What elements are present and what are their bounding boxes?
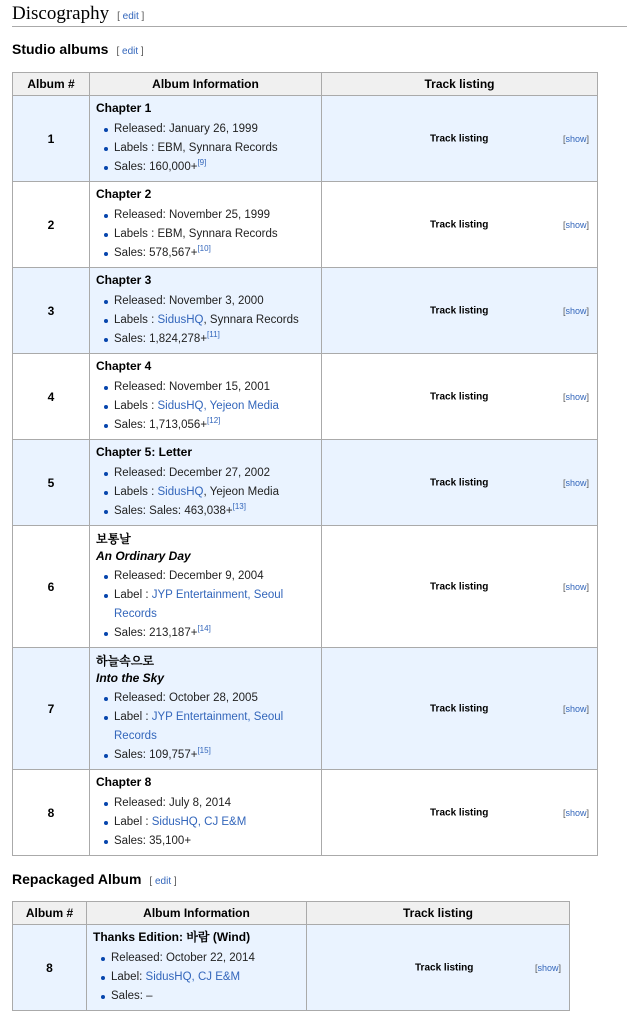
album-details (96, 378, 315, 435)
sales-value: Sales: Sales: 463,038+ (114, 505, 233, 517)
album-row (13, 354, 598, 440)
track-listing-label: Track listing (430, 305, 489, 316)
album-row (13, 648, 598, 770)
album-sales (114, 832, 315, 851)
album-sales (114, 624, 315, 643)
show-link[interactable]: show (565, 305, 587, 316)
album-information-cell (90, 182, 322, 268)
album-subtitle: An Ordinary Day (96, 548, 191, 563)
track-listing-cell (322, 182, 598, 268)
edit-link-wrapper: [ edit ] (149, 876, 177, 887)
album-labels (114, 311, 315, 330)
labels-prefix: Label : (114, 588, 152, 601)
labels-plain: , Yejeon Media (203, 486, 279, 498)
track-listing-cell (322, 354, 598, 440)
labels-plain: EBM, Synnara Records (157, 142, 278, 154)
album-title: Chapter 4 (96, 359, 152, 373)
album-subtitle: Into the Sky (96, 670, 165, 685)
album-information-cell (90, 770, 322, 856)
labels-link[interactable]: SidusHQ, Yejeon Media (157, 400, 279, 412)
citation-link[interactable]: [10] (197, 244, 211, 253)
album-details (96, 120, 315, 177)
album-labels (114, 225, 315, 244)
track-listing-cell (322, 440, 598, 526)
album-number: 4 (13, 354, 90, 440)
show-link[interactable]: show (565, 391, 587, 402)
show-link[interactable]: show (565, 581, 587, 592)
sales-value: Sales: 213,187+ (114, 626, 198, 639)
release-date: Released: July 8, 2014 (114, 794, 315, 813)
sales-value: Sales: 1,713,056+ (114, 419, 208, 431)
track-listing-cell (307, 925, 570, 1011)
album-row (13, 925, 570, 1011)
album-labels (111, 968, 300, 987)
citation-link[interactable]: [13] (232, 502, 246, 511)
header-track-listing: Track listing (322, 73, 598, 96)
track-listing-label: Track listing (430, 133, 489, 144)
release-date: Released: November 25, 1999 (114, 206, 315, 225)
album-row (13, 182, 598, 268)
show-link[interactable]: show (565, 703, 587, 714)
header-track-listing: Track listing (307, 902, 570, 925)
release-date: Released: October 28, 2005 (114, 689, 315, 708)
album-number: 1 (13, 96, 90, 182)
album-row (13, 770, 598, 856)
show-toggle: [show] (562, 219, 589, 230)
labels-prefix: Labels : (114, 228, 158, 240)
labels-prefix: Labels : (114, 400, 158, 412)
track-listing-label: Track listing (430, 581, 489, 592)
discography-edit-link[interactable]: edit (122, 11, 139, 22)
labels-link[interactable]: SidusHQ, CJ E&M (145, 971, 241, 983)
header-album-number: Album # (13, 73, 90, 96)
show-toggle: [show] (562, 305, 589, 316)
album-sales (114, 244, 315, 263)
album-number: 6 (13, 526, 90, 648)
album-title: Chapter 3 (96, 273, 152, 287)
labels-plain: EBM, Synnara Records (157, 228, 278, 240)
album-title: Thanks Edition: 바람 (Wind) (93, 930, 251, 944)
album-title: Chapter 2 (96, 187, 152, 201)
track-listing-label: Track listing (430, 807, 489, 818)
show-toggle: [show] (562, 703, 589, 714)
album-labels (114, 397, 315, 416)
album-details (96, 206, 315, 263)
header-album-information: Album Information (87, 902, 307, 925)
citation-link[interactable]: [9] (197, 158, 207, 167)
sales-value: Sales: – (111, 990, 153, 1002)
labels-prefix: Label : (114, 710, 152, 723)
album-row (13, 526, 598, 648)
album-details (96, 464, 315, 521)
album-title: Chapter 1 (96, 101, 152, 115)
sales-value: Sales: 35,100+ (114, 835, 192, 847)
header-album-number: Album # (13, 902, 87, 925)
track-listing-cell (322, 526, 598, 648)
track-listing-label: Track listing (415, 962, 474, 973)
album-details (93, 949, 300, 1006)
sales-value: Sales: 578,567+ (114, 247, 198, 259)
album-information-cell (90, 354, 322, 440)
album-details (96, 794, 315, 851)
album-details (96, 567, 315, 643)
citation-link[interactable]: [14] (197, 623, 211, 633)
album-information-cell (90, 648, 322, 770)
discography-heading (12, 2, 627, 27)
album-number: 8 (13, 770, 90, 856)
labels-link[interactable]: SidusHQ (157, 314, 204, 326)
album-labels (114, 139, 315, 158)
labels-link[interactable]: JYP Entertainment, Seoul Records (114, 710, 284, 742)
album-title: 보통날 (96, 531, 131, 546)
release-date: Released: January 26, 1999 (114, 120, 315, 139)
track-listing-cell (322, 648, 598, 770)
track-listing-label: Track listing (430, 477, 489, 488)
album-sales (114, 416, 315, 435)
album-details (96, 689, 315, 765)
track-listing-cell (322, 96, 598, 182)
track-listing-label: Track listing (430, 219, 489, 230)
labels-link[interactable]: SidusHQ (157, 486, 204, 498)
edit-link-wrapper: [ edit ] (116, 46, 144, 57)
sales-value: Sales: 160,000+ (114, 161, 198, 173)
track-listing-cell (322, 770, 598, 856)
labels-link[interactable]: SidusHQ, CJ E&M (151, 816, 247, 828)
studio-albums-title: Studio albums (12, 41, 109, 57)
studio-albums-heading (12, 41, 144, 57)
album-labels (114, 813, 315, 832)
release-date: Released: October 22, 2014 (111, 949, 300, 968)
album-row (13, 268, 598, 354)
album-information-cell (90, 96, 322, 182)
show-toggle: [show] (562, 477, 589, 488)
header-album-information: Album Information (90, 73, 322, 96)
labels-prefix: Labels : (114, 314, 158, 326)
album-number: 2 (13, 182, 90, 268)
album-number: 5 (13, 440, 90, 526)
track-listing-cell (322, 268, 598, 354)
album-sales (114, 158, 315, 177)
show-link[interactable]: show (565, 219, 587, 230)
show-link[interactable]: show (565, 133, 587, 144)
track-listing-label: Track listing (430, 703, 489, 714)
studio-albums-edit-link[interactable]: edit (122, 46, 139, 57)
release-date: Released: December 27, 2002 (114, 464, 315, 483)
repackaged-album-table (12, 901, 570, 1011)
album-details (96, 292, 315, 349)
labels-plain: , Synnara Records (203, 314, 299, 326)
album-number: 8 (13, 925, 87, 1011)
album-sales (114, 502, 315, 521)
show-link[interactable]: show (537, 962, 559, 973)
show-toggle: [show] (534, 962, 561, 973)
album-sales (114, 746, 315, 765)
album-labels (114, 708, 315, 746)
labels-link[interactable]: JYP Entertainment, Seoul Records (114, 588, 284, 620)
track-listing-label: Track listing (430, 391, 489, 402)
album-title: Chapter 5: Letter (96, 445, 193, 459)
release-date: Released: December 9, 2004 (114, 567, 315, 586)
album-information-cell (87, 925, 307, 1011)
album-labels (114, 586, 315, 624)
edit-link-wrapper: [ edit ] (117, 11, 145, 22)
album-title: Chapter 8 (96, 775, 152, 789)
album-labels (114, 483, 315, 502)
labels-prefix: Label: (111, 971, 146, 983)
repackaged-album-heading (12, 871, 177, 887)
album-number: 7 (13, 648, 90, 770)
release-date: Released: November 15, 2001 (114, 378, 315, 397)
sales-value: Sales: 109,757+ (114, 748, 198, 761)
album-sales (111, 987, 300, 1006)
show-link[interactable]: show (565, 807, 587, 818)
citation-link[interactable]: [12] (207, 416, 221, 425)
album-sales (114, 330, 315, 349)
citation-link[interactable]: [15] (197, 745, 211, 755)
show-toggle: [show] (562, 581, 589, 592)
show-toggle: [show] (562, 807, 589, 818)
labels-prefix: Label : (114, 816, 152, 828)
album-row (13, 96, 598, 182)
album-information-cell (90, 268, 322, 354)
citation-link[interactable]: [11] (207, 330, 220, 339)
album-title: 하늘속으로 (96, 653, 154, 668)
labels-prefix: Labels : (114, 142, 158, 154)
release-date: Released: November 3, 2000 (114, 292, 315, 311)
show-toggle: [show] (562, 133, 589, 144)
album-number: 3 (13, 268, 90, 354)
repackaged-album-title: Repackaged Album (12, 871, 142, 887)
page-title: Discography (12, 3, 110, 24)
sales-value: Sales: 1,824,278+ (114, 333, 208, 345)
album-information-cell (90, 440, 322, 526)
album-information-cell (90, 526, 322, 648)
labels-prefix: Labels : (114, 486, 158, 498)
repackaged-album-edit-link[interactable]: edit (154, 876, 172, 887)
show-link[interactable]: show (565, 477, 587, 488)
studio-albums-table (12, 72, 598, 856)
show-toggle: [show] (562, 391, 589, 402)
album-row (13, 440, 598, 526)
